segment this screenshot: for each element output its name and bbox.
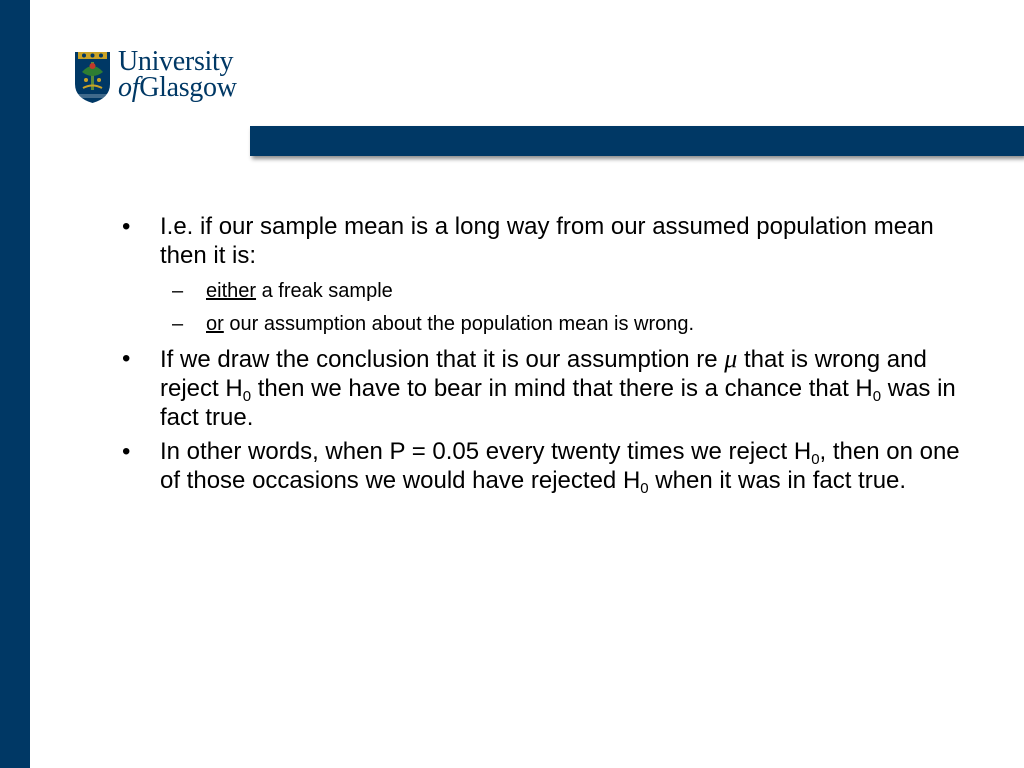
emphasis-text: either — [206, 280, 257, 302]
slide-content — [118, 212, 978, 500]
sub-bullet-list — [118, 278, 978, 337]
logo-wordmark — [118, 48, 237, 102]
bullet-item — [118, 344, 978, 432]
bullet-text-part: In other words, when P = 0.05 every twenty times we reject H — [160, 438, 812, 465]
bullet-text-part: If we draw the conclusion that it is our assumption re — [160, 346, 725, 373]
emphasis-text: or — [206, 313, 224, 335]
bullet-text-part: then we have to bear in mind that there is a chance that H — [251, 375, 873, 402]
university-logo — [74, 48, 254, 106]
subscript: 0 — [640, 480, 649, 497]
left-accent-bar — [0, 0, 30, 768]
logo-glasgow-line — [118, 74, 237, 102]
bullet-text: I.e. if our sample mean is a long way from our assumed population mean then it is: — [160, 213, 934, 269]
bullet-marker: • — [122, 345, 131, 372]
logo-of-text: of — [118, 72, 140, 103]
sub-bullet-item — [118, 278, 978, 304]
sub-bullet-text: our assumption about the population mean is wrong. — [223, 313, 695, 335]
subscript: 0 — [242, 388, 252, 405]
bullet-marker: • — [122, 213, 131, 240]
header-accent-bar — [250, 126, 1024, 156]
sub-bullet-marker: – — [172, 280, 184, 302]
sub-bullet-item — [118, 311, 978, 337]
bullet-text-part: , then on one of those occasions we would have rejected H — [160, 438, 960, 494]
university-crest-icon — [74, 50, 111, 104]
bullet-item — [118, 437, 978, 495]
sub-bullet-text: a freak sample — [256, 280, 393, 302]
bullet-text-part: was in fact true. — [160, 375, 956, 431]
bullet-marker: • — [122, 438, 131, 465]
logo-glasgow-text: Glasgow — [139, 72, 237, 103]
sub-bullet-marker: – — [172, 313, 184, 335]
mu-symbol: μ — [724, 344, 738, 373]
bullet-text-part: that is wrong and reject H — [160, 346, 927, 402]
subscript: 0 — [872, 388, 882, 405]
logo-university-text: University — [118, 46, 234, 77]
bullet-text-part: when it was in fact true. — [648, 467, 907, 494]
bullet-item — [118, 212, 978, 270]
subscript: 0 — [811, 451, 820, 468]
